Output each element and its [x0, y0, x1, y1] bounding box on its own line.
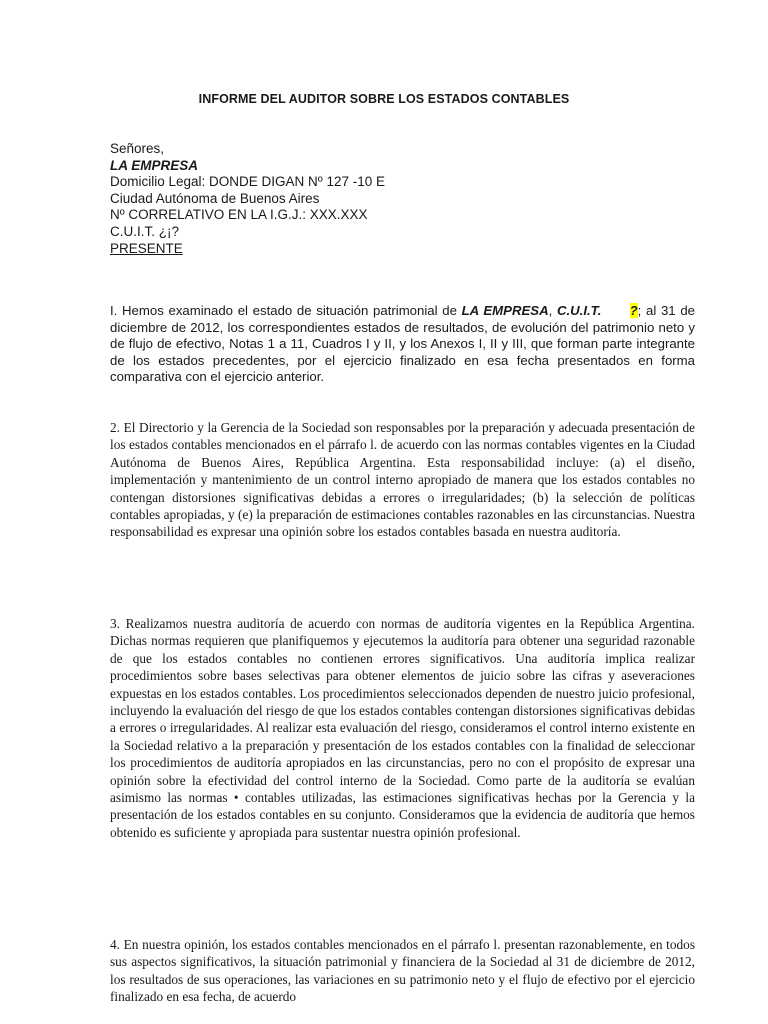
company-name: LA EMPRESA	[110, 157, 199, 173]
paragraph-1-intro: I. Hemos examinado el estado de situación patrimonial de	[110, 303, 462, 318]
paragraph-4: 4. En nuestra opinión, los estados contables mencionados en el párrafo l. presentan razonablemente, en todos sus aspectos significativos, la situación patrimonial y financiera de la Sociedad al 31 de diciembre de 2012, los resultados de sus operaciones, las variaciones en su patrimonio neto y el flujo de efectivo por el ejercicio finalizado en esa fecha, de acuerdo	[110, 937, 695, 1005]
paragraph-1-separator: ,	[548, 303, 557, 318]
salutation: Señores,	[110, 141, 165, 156]
tax-id: C.U.I.T. ¿¡?	[110, 223, 180, 239]
paragraph-2: 2. El Directorio y la Gerencia de la Sociedad son responsables por la preparación y adecuada presentación de los estados contables mencionados en el párrafo l. de acuerdo con las normas contables vigentes en la Ciudad Autónoma de Buenos Aires, República Argentina. Esta responsabilidad incluye: (a) el diseño, implementación y mantenimiento de un control interno apropiado de manera que los estados contables no contengan distorsiones significativas debidas a errores o irregularidades; (b) la selección de políticas contables apropiadas, y (e) la preparación de estimaciones contables razonables en las circunstancias. Nuestra responsabilidad es expresar una opinión sobre los estados contables basada en nuestra auditoría.	[110, 420, 695, 540]
paragraph-1-cuit-label: C.U.I.T.	[556, 303, 602, 318]
paragraph-1-body: ; al 31 de diciembre de 2012, los correspondientes estados de resultados, de evolución del patrimonio neto y de flujo de efectivo, Notas 1 a 11, Cuadros I y II, y los Anexos I, II y III, que forman parte integrante de los estados precedentes, por el ejercicio finalizado en esa fecha presentados en forma comparativa con el ejercicio anterior.	[110, 303, 695, 385]
paragraph-1	[110, 303, 695, 386]
legal-address: Domicilio Legal: DONDE DIGAN Nº 127 -10 E	[110, 174, 386, 190]
highlighted-placeholder: ?	[629, 303, 638, 318]
city: Ciudad Autónoma de Buenos Aires	[110, 190, 320, 206]
registry-number: Nº CORRELATIVO EN LA I.G.J.: XXX.XXX	[110, 207, 368, 223]
paragraph-1-gap	[601, 303, 629, 318]
address-block	[110, 141, 385, 257]
paragraph-1-company: LA EMPRESA	[461, 303, 549, 318]
presente-label: PRESENTE	[110, 240, 183, 256]
document-title: INFORME DEL AUDITOR SOBRE LOS ESTADOS CONTABLES	[198, 92, 570, 106]
paragraph-3: 3. Realizamos nuestra auditoría de acuerdo con normas de auditoría vigentes en la República Argentina. Dichas normas requieren que planifiquemos y ejecutemos la auditoría para obtener una seguridad razonable de que los estados contables no contienen errores significativos. Una auditoría implica realizar procedimientos sobre bases selectivas para obtener elementos de juicio sobre las cifras y aseveraciones expuestas en los estados contables. Los procedimientos seleccionados dependen de nuestro juicio profesional, incluyendo la evaluación del riesgo de que los estados contables contengan distorsiones significativas debidas a errores o irregularidades. Al realizar esta evaluación del riesgo, consideramos el control interno existente en la Sociedad relativo a la preparación y presentación de los estados contables con la finalidad de seleccionar los procedimientos de auditoría apropiados en las circunstancias, pero no con el propósito de expresar una opinión sobre la efectividad del control interno de la Sociedad. Como parte de la auditoría se evalúan asimismo las normas • contables utilizadas, las estimaciones significativas hechas por la Gerencia y la presentación de los estados contables en su conjunto. Consideramos que la evidencia de auditoría que hemos obtenido es suficiente y apropiada para sustentar nuestra opinión profesional.	[110, 616, 695, 840]
